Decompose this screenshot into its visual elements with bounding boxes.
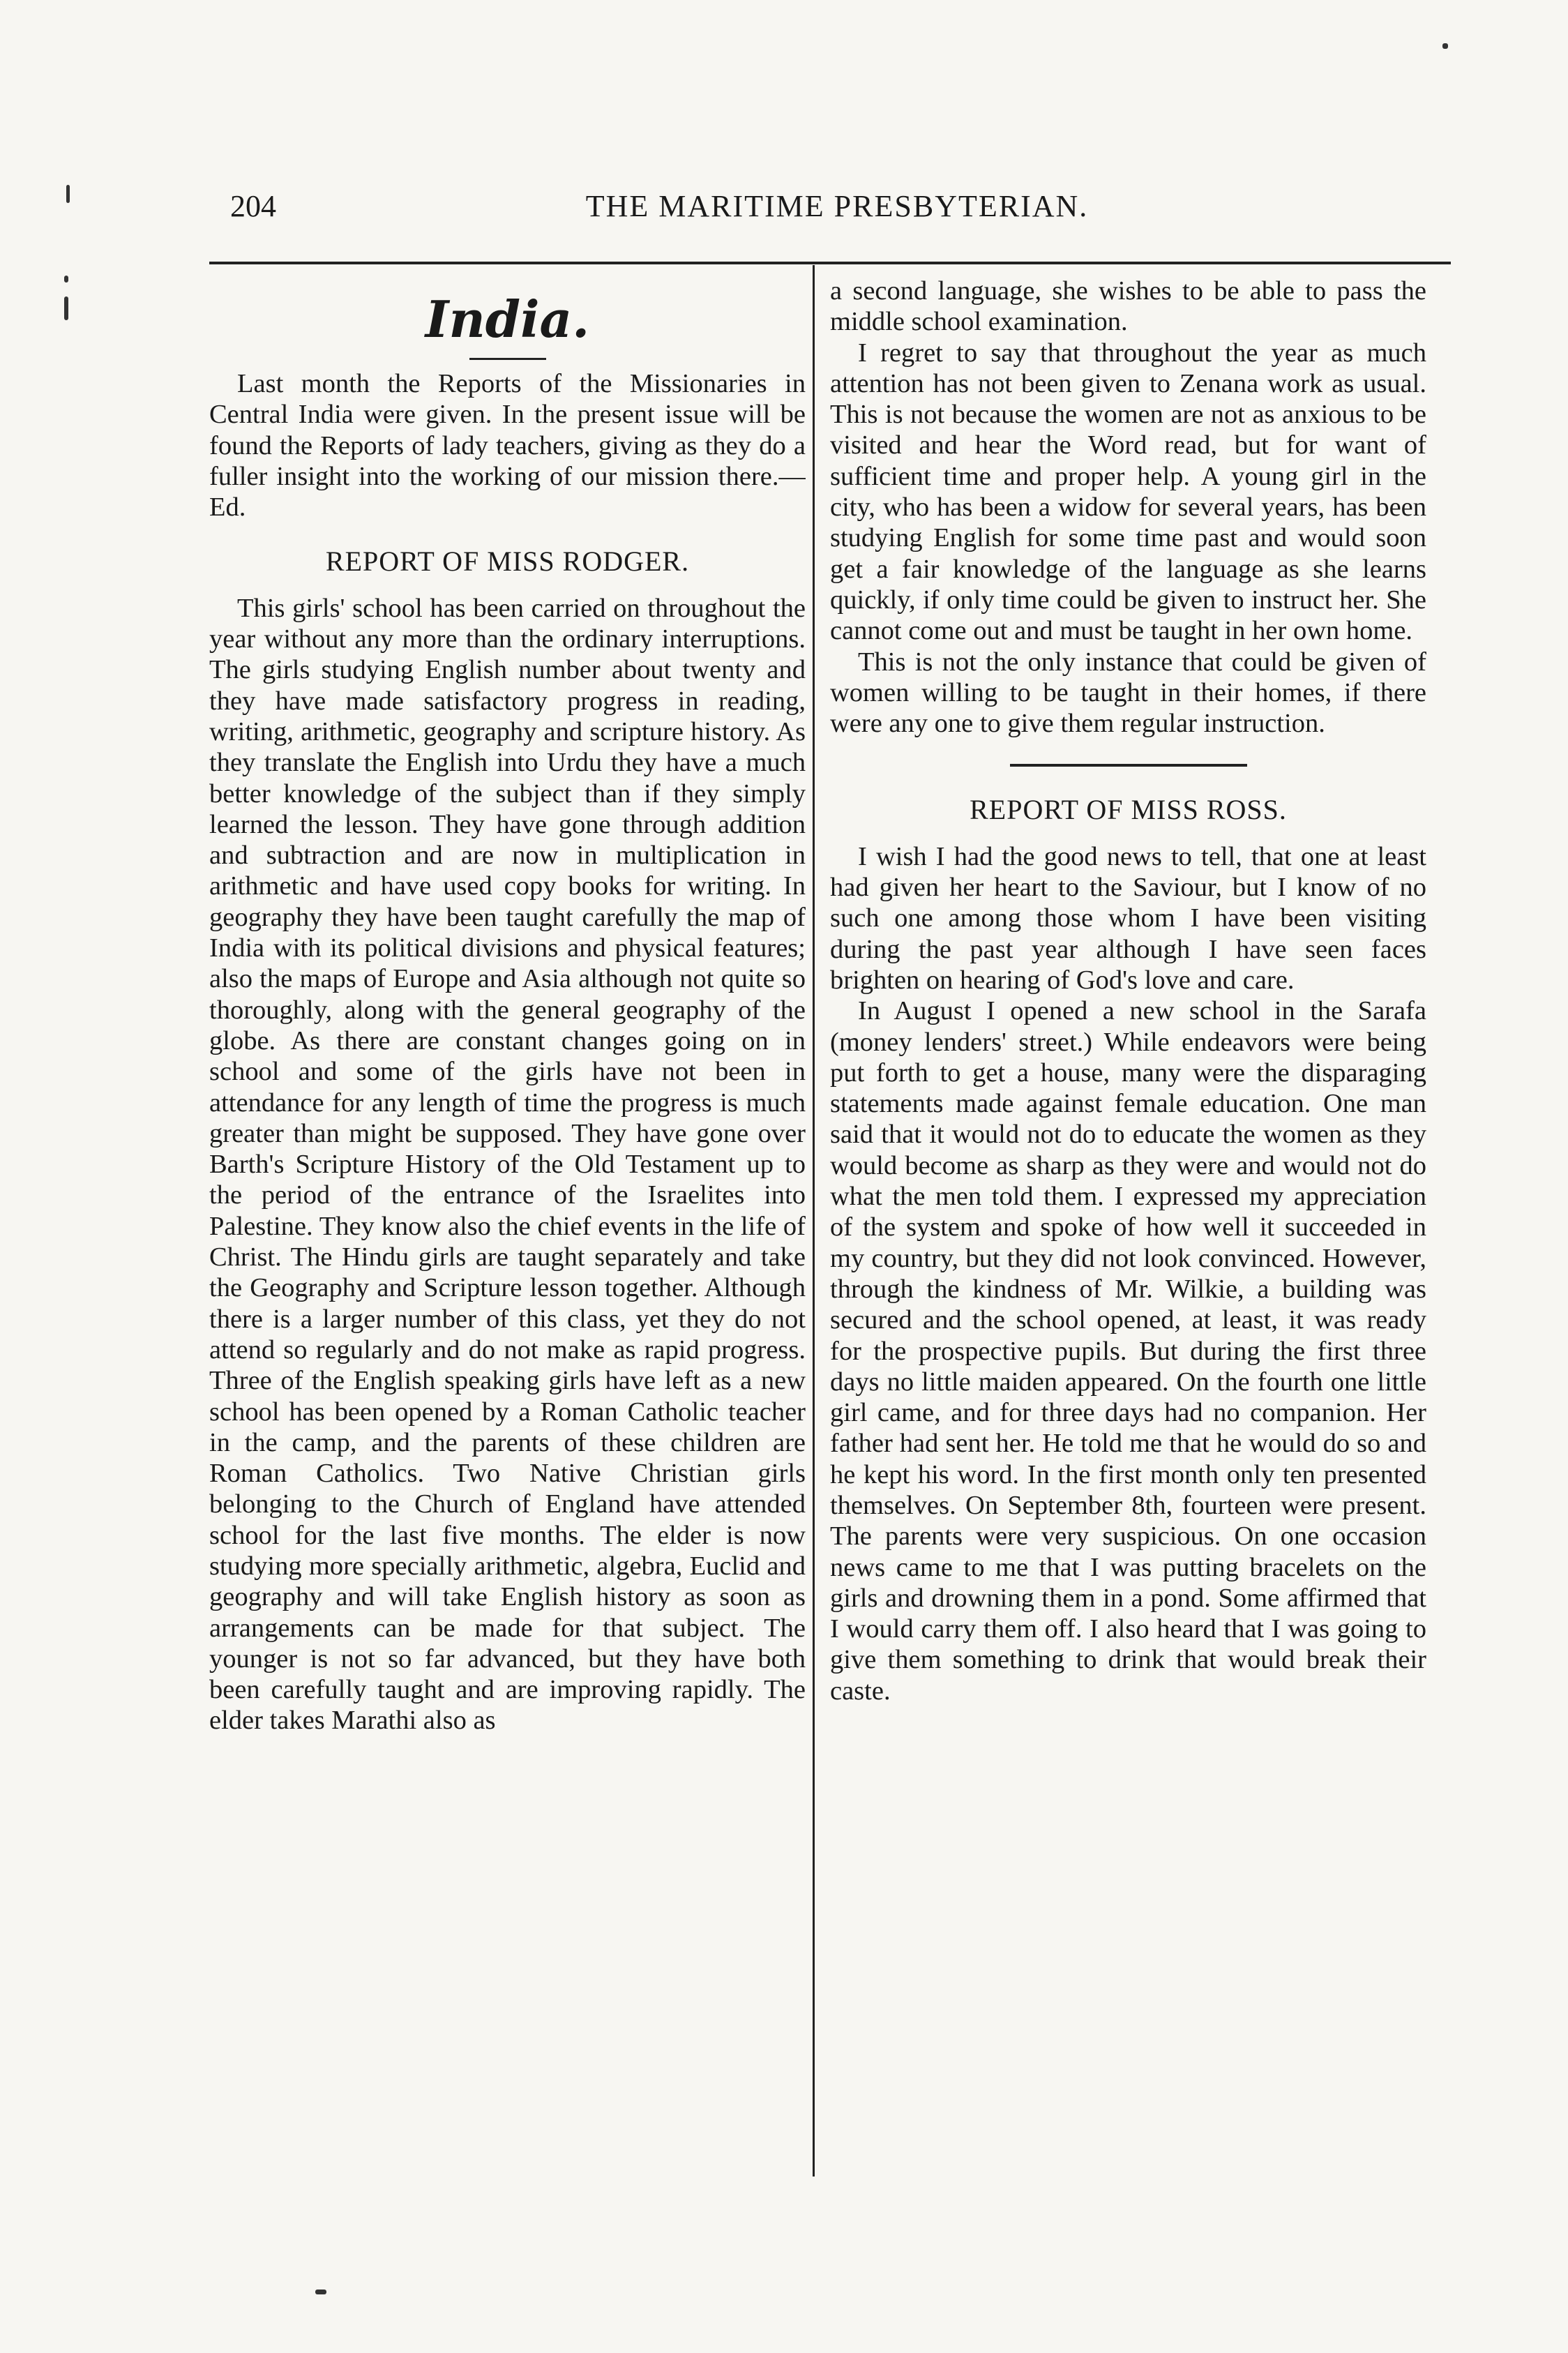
instance-paragraph: This is not the only instance that could be given of women willing to be taught in their homes, if there were any one to give them regular instruction. xyxy=(830,647,1426,739)
running-title: THE MARITIME PRESBYTERIAN. xyxy=(585,189,1089,223)
column-divider xyxy=(813,265,815,2177)
rodger-report-paragraph: This girls' school has been carried on throughout the year without any more than the ordinary interruptions. The girls studying English number about twenty and they have made satisfactory progress in reading, writing, arithmetic, geography and scripture history. As they translate the English into Urdu they have a much better knowledge of the subject than if they simply learned the lesson. They have gone through addition and subtraction and are now in multiplication in arithmetic and have used copy books for writing. In geography they have been taught carefully the map of India with its political divisions and physical features; also the maps of Europe and Asia although not quite so thoroughly, along with the general geography of the globe. As there are constant changes going on in school and some of the girls have not been in attendance for any length of time the progress is much greater than might be supposed. They have gone over Barth's Scripture History of the Old Testament up to the period of the entrance of the Israelites into Palestine. They know also the chief events in the life of Christ. The Hindu girls are taught separately and take the Geography and Scripture lesson together. Although there is a larger number of this class, yet they do not attend so regularly and do not make as rapid progress. Three of the English speaking girls have left as a new school has been opened by a Roman Catholic teacher in the camp, and the parents of these children are Roman Catholics. Two Native Christian girls belonging to the Church of England have attended school for the last five months. The elder is now studying more specially arithmetic, algebra, Euclid and geography and will take English history as soon as arrangements can be made for that subject. The younger is not so far advanced, but they have both been carefully taught and are improving rapidly. The elder takes Marathi also as xyxy=(209,593,806,1736)
paragraph-continued: a second language, she wishes to be able to pass the middle school examination. xyxy=(830,276,1426,337)
ross-paragraph-1: I wish I had the good news to tell, that one at least had given her heart to the Saviour, but I know of no such one among those whom I have been visiting during the past year although I have seen faces brighten on hearing of God's love and care. xyxy=(830,841,1426,995)
scan-speck xyxy=(315,2290,326,2294)
right-column xyxy=(830,276,1426,2173)
left-column xyxy=(209,276,806,2173)
scan-speck xyxy=(66,185,70,203)
header-rule xyxy=(209,262,1451,264)
report-heading-ross: REPORT OF MISS ROSS. xyxy=(970,794,1287,826)
section-title: India. xyxy=(425,290,590,349)
page-header xyxy=(230,188,1444,237)
section-rule xyxy=(1010,764,1247,767)
ross-paragraph-2: In August I opened a new school in the Sarafa (money lenders' street.) While endeavors were being put forth to get a house, many were the disparaging statements made against female education. One man said that it would not do to educate the women as they would become as sharp as they were and would not do what the men told them. I expressed my appreciation of the system and spoke of how well it succeeded in my country, but they did not look convinced. However, through the kindness of Mr. Wilkie, a building was secured and the school opened, at least, it was ready for the prospective pupils. But during the first three days no little maiden appeared. On the fourth one little girl came, and for three days had no companion. Her father had sent her. He told me that he would do so and he kept his word. In the first month only ten presented themselves. On September 8th, fourteen were present. The parents were very suspicious. On one occasion news came to me that I was putting bracelets on the girls and drowning them in a pond. Some affirmed that I would carry them off. I also heard that I was going to give them something to drink that would break their caste. xyxy=(830,996,1426,1706)
intro-paragraph: Last month the Reports of the Missionaries in Central India were given. In the present issue will be found the Reports of lady teachers, giving as they do a fuller insight into the working of our mission there.—Ed. xyxy=(209,369,806,523)
scan-speck xyxy=(64,276,68,283)
scan-speck xyxy=(64,296,68,320)
scan-speck xyxy=(1442,43,1448,49)
title-rule xyxy=(469,358,546,360)
page-number: 204 xyxy=(230,189,276,223)
zenana-paragraph: I regret to say that throughout the year as much attention has not been given to Zenana work as usual. This is not because the women are not as anxious to be visited and hear the Word read, but for want of sufficient time and proper help. A young girl in the city, who has been a widow for several years, has been studying English for some time past and would soon get a fair knowledge of the language as she learns quickly, if only time could be given to instruct her. She cannot come out and must be taught in her own home. xyxy=(830,338,1426,646)
report-heading-rodger: REPORT OF MISS RODGER. xyxy=(325,546,690,578)
